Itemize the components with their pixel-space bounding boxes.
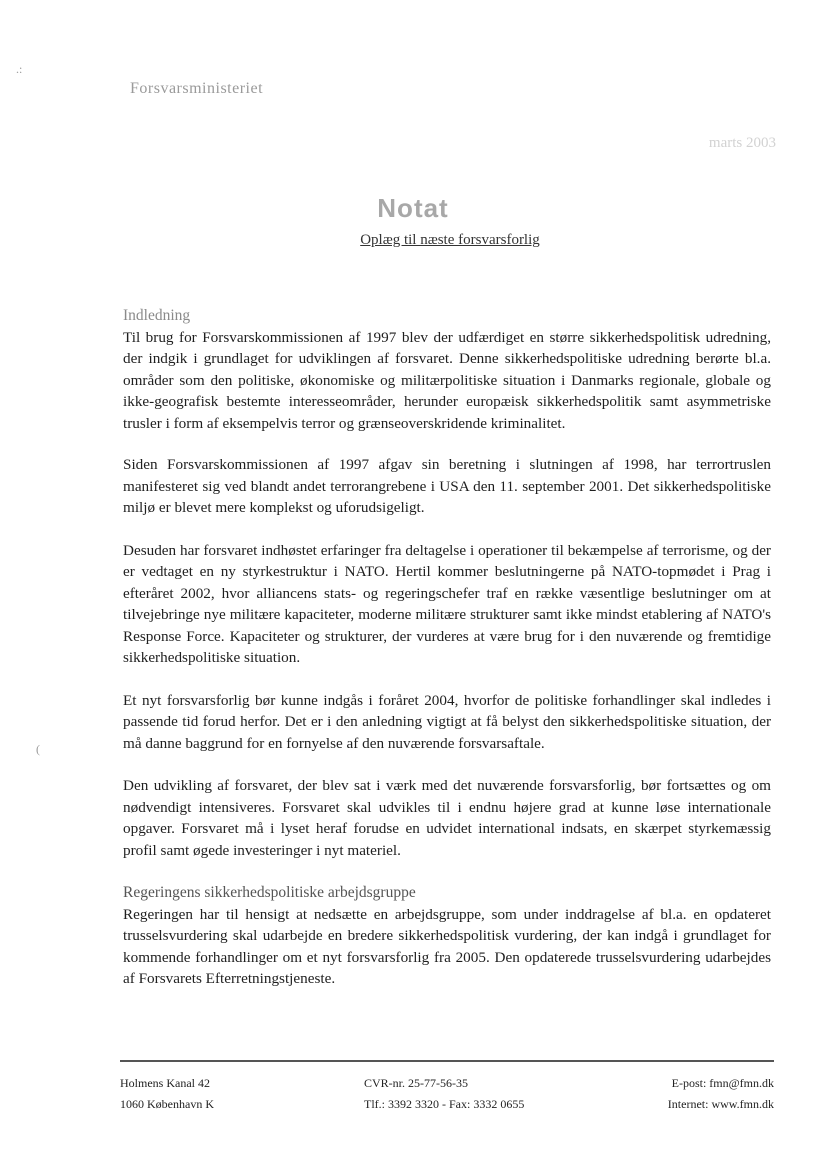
- paragraph: Et nyt forsvarsforlig bør kunne indgås i foråret 2004, hvorfor de politiske forhandlinger skal indledes i passende tid forud herfor. Det er i den anledning vigtigt at få belyst den sikkerhedspolitiske situation, der må danne baggrund for en fornyelse af den nuværende forsvarsaftale.: [123, 691, 771, 752]
- section-heading: Indledning: [123, 307, 191, 324]
- phone-fax: Tlf.: 3392 3320 - Fax: 3332 0655: [364, 1097, 525, 1111]
- paragraph: Desuden har forsvaret indhøstet erfaringer fra deltagelse i operationer til bekæmpelse af terrorisme, og der er vedtaget en ny styrkestruktur i NATO. Hertil kommer beslutningerne på NATO-topmødet i Prag i efteråret 2002, hvor alliancens stats- og regeringschefer traf en række væsentlige beslutninger om at tilvejebringe nye militære kapaciteter, moderne militære strukturer samt ikke mindst etablering af NATO's Response Force. Kapaciteter og strukturer, der vurderes at være brug for i den nuværende og fremtidige sikkerhedspolitiske situation.: [123, 541, 771, 666]
- address-street: Holmens Kanal 42: [120, 1076, 210, 1090]
- website: Internet: www.fmn.dk: [667, 1097, 774, 1111]
- paragraph: Den udvikling af forsvaret, der blev sat i værk med det nuværende forsvarsforlig, bør fortsættes og om nødvendigt intensiveres. Forsvaret skal udvikles til i endnu højere grad at kunne løse internationale opgaver. Forsvaret må i lyset heraf forudse en udvidet international indsats, en skærpet styrkemæssig profil samt øgede investeringer i nyt materiel.: [123, 777, 771, 859]
- footer-registration: [364, 1073, 524, 1115]
- footer-contact: [668, 1073, 774, 1115]
- section-heading: Regeringens sikkerhedspolitiske arbejdsgruppe: [123, 884, 416, 901]
- email-address: E-post: fmn@fmn.dk: [671, 1076, 774, 1090]
- document-subject: Oplæg til næste forsvarsforlig: [360, 232, 540, 248]
- footer-address: [120, 1073, 214, 1115]
- sender-name: Forsvarsministeriet: [130, 80, 264, 97]
- paragraph: Regeringen har til hensigt at nedsætte en arbejdsgruppe, som under inddragelse af bl.a. en opdateret trusselsvurdering skal udarbejde en bredere sikkerhedspolitisk vurdering, der kan indgå i grundlaget for kommende forhandlinger om et nyt forsvarsforlig fra 2005. Den opdaterede trusselsvurdering udarbejdes af Forsvarets Efterretningstjeneste.: [123, 905, 771, 987]
- document-date: marts 2003: [708, 135, 776, 151]
- scan-mark: .:: [16, 62, 23, 76]
- paragraph: Siden Forsvarskommissionen af 1997 afgav sin beretning i slutningen af 1998, har terrortruslen manifesteret sig ved blandt andet terrorangrebene i USA den 11. september 2001. Det sikkerhedspolitiske miljø er blevet mere komplekst og uforudsigeligt.: [123, 456, 771, 516]
- address-city: 1060 København K: [120, 1097, 214, 1111]
- paragraph: Til brug for Forsvarskommissionen af 1997 blev der udfærdiget en større sikkerhedspolitisk udredning, der indgik i grundlaget for udviklingen af forsvaret. Denne sikkerhedspolitiske udredning berørte bl.a. områder som den politiske, økonomiske og militærpolitiske situation i Danmarks regionale, globale og ikke-geografisk bestemte interesseområder, herunder europæisk sikkerhedspolitik samt asymmetriske trusler i form af eksempelvis terror og grænseoverskridende kriminalitet.: [123, 328, 771, 432]
- scan-mark: (: [36, 742, 40, 756]
- document-title: Notat: [377, 193, 449, 223]
- footer-divider: [120, 1060, 774, 1062]
- cvr-number: CVR-nr. 25-77-56-35: [364, 1076, 468, 1090]
- document-body: [123, 305, 771, 1011]
